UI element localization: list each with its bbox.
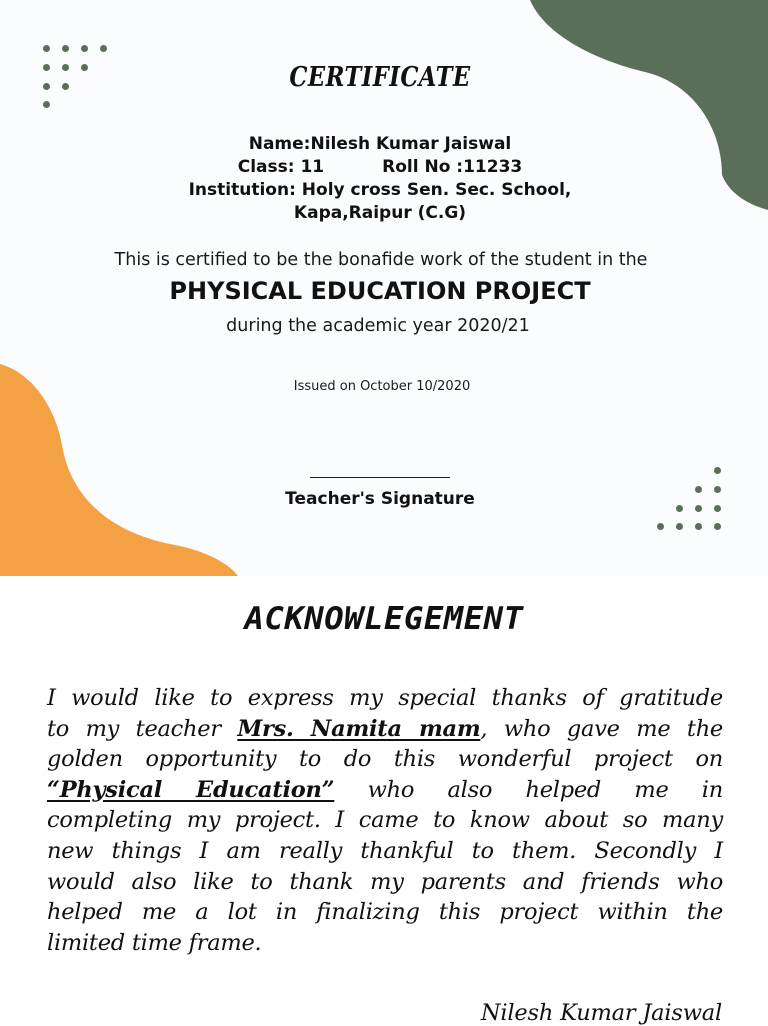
paragraph-line: helped me a lot in finalizing this project within the [47, 899, 723, 926]
institution-line-2: Kapa,Raipur (C.G) [293, 203, 467, 223]
academic-year: during the academic year 2020/21 [226, 316, 530, 336]
acknowledgement-title: ACKNOWLEGEMENT [244, 601, 524, 637]
paragraph-line: new things I am really thankful to them. Secondly I [47, 837, 723, 864]
teacher-name: Mrs. Namita mam [237, 715, 481, 742]
subject-name: “Physical Education” [47, 776, 335, 803]
paragraph-line: “Physical Education” who also helped me in [47, 776, 723, 803]
paragraph-line: golden opportunity to do this wonderful project on [47, 746, 723, 773]
paragraph-line: would also like to thank my parents and friends who [47, 868, 723, 895]
paragraph-line: I would like to express my special thanks of gratitude [47, 685, 723, 711]
class-roll-line [0, 156, 764, 179]
orange-corner-blob [0, 364, 238, 576]
student-name: Name:Nilesh Kumar Jaiswal [248, 134, 512, 154]
issue-date: Issued on October 10/2020 [293, 379, 471, 394]
paragraph-line: completing my project. I came to know about so many [47, 807, 723, 834]
institution-line-1: Institution: Holy cross Sen. Sec. School, [188, 180, 572, 200]
certified-statement: This is certified to be the bonafide work of the student in the [114, 250, 648, 270]
class-label: Class: 11 [237, 157, 325, 177]
acknowledgement-paragraph [47, 683, 723, 958]
project-title: PHYSICAL EDUCATION PROJECT [169, 277, 591, 305]
paragraph-line: to my teacher Mrs. Namita mam, who gave me the [47, 715, 724, 742]
teacher-signature-label: Teacher's Signature [285, 489, 475, 509]
paragraph-line: limited time frame. [47, 929, 262, 956]
signature-line [310, 477, 450, 478]
student-signature-name: Nilesh Kumar Jaiswal [480, 1000, 722, 1026]
roll-number: Roll No :11233 [382, 157, 523, 177]
certificate-title: CERTIFICATE [289, 62, 471, 93]
